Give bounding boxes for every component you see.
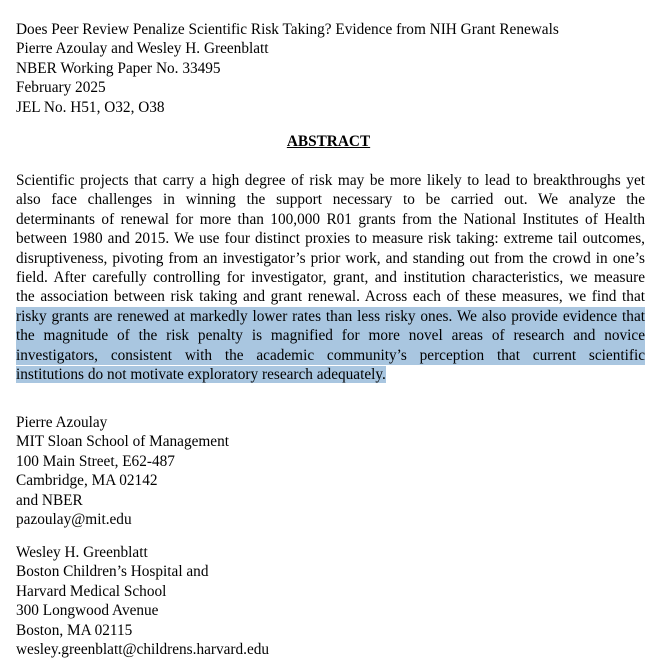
abstract-line: disruptiveness, pivoting from an investigator’s prior work, and standing out from the crowd in one’s bbox=[16, 249, 645, 267]
working-paper-number: NBER Working Paper No. 33495 bbox=[16, 59, 221, 77]
author-street: 300 Longwood Avenue bbox=[16, 602, 159, 620]
paper-title: Does Peer Review Penalize Scientific Risk Taking? Evidence from NIH Grant Renewals bbox=[16, 21, 559, 38]
author-city: Cambridge, MA 02142 bbox=[16, 472, 158, 490]
author-street: 100 Main Street, E62-487 bbox=[16, 452, 175, 470]
paper-header bbox=[16, 20, 559, 117]
author-address-azoulay bbox=[16, 413, 229, 529]
abstract-line: between 1980 and 2015. We use four distinct proxies to measure risk taking: extreme tail outcomes, bbox=[16, 230, 645, 248]
author-email[interactable]: wesley.greenblatt@childrens.harvard.edu bbox=[16, 640, 270, 658]
author-affiliation: MIT Sloan School of Management bbox=[16, 433, 229, 451]
author-city: Boston, MA 02115 bbox=[16, 621, 133, 639]
author-affiliation-2: Harvard Medical School bbox=[16, 582, 167, 600]
selection-highlight: institutions do not motivate exploratory research adequately. bbox=[16, 365, 386, 383]
author-address-greenblatt bbox=[16, 543, 269, 659]
selected-abstract-line: risky grants are renewed at markedly lower rates than less risky ones. We also provide evidence that bbox=[16, 307, 645, 325]
abstract-heading: ABSTRACT bbox=[286, 133, 371, 150]
abstract-text[interactable] bbox=[16, 171, 645, 384]
selected-abstract-line: the magnitude of the risk penalty is magnified for more novel areas of research and novice bbox=[16, 327, 645, 345]
selected-abstract-line: investigators, consistent with the academic community’s perception that current scientific bbox=[16, 346, 645, 364]
selected-abstract-line bbox=[16, 365, 645, 384]
paper-date: February 2025 bbox=[16, 79, 106, 97]
paper-authors: Pierre Azoulay and Wesley H. Greenblatt bbox=[16, 40, 269, 58]
author-affiliation-2: and NBER bbox=[16, 491, 83, 509]
abstract-line: the association between risk taking and grant renewal. Across each of these measures, we find that bbox=[16, 288, 645, 306]
author-name: Wesley H. Greenblatt bbox=[16, 544, 148, 561]
abstract-line: also face challenges in winning the support necessary to be carried out. We analyze the bbox=[16, 191, 645, 209]
author-name: Pierre Azoulay bbox=[16, 414, 108, 431]
author-email[interactable]: pazoulay@mit.edu bbox=[16, 510, 132, 528]
abstract-line: field. After carefully controlling for investigator, grant, and institution characteristics, we measure bbox=[16, 268, 645, 286]
jel-codes: JEL No. H51, O32, O38 bbox=[16, 98, 165, 116]
abstract-line: determinants of renewal for more than 100,000 R01 grants from the National Institutes of Health bbox=[16, 210, 645, 228]
author-affiliation: Boston Children’s Hospital and bbox=[16, 563, 209, 581]
abstract-line: Scientific projects that carry a high degree of risk may be more likely to lead to breakthroughs yet bbox=[16, 172, 645, 189]
